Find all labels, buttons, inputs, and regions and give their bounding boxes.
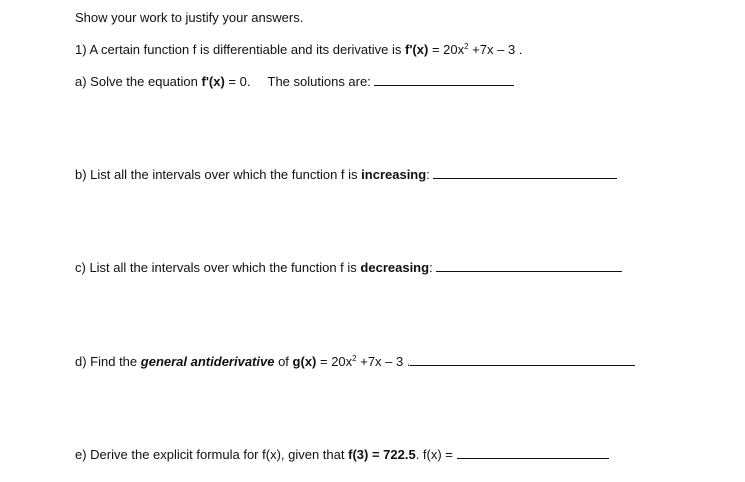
part-b-keyword: increasing: [361, 167, 427, 182]
part-a-derivative-label: f'(x): [201, 74, 225, 89]
part-a-text: a) Solve the equation: [75, 74, 198, 89]
part-c-colon: :: [429, 260, 433, 275]
derivative-rest: +7x – 3 .: [468, 42, 523, 57]
part-b-colon: :: [426, 167, 430, 182]
part-e-question: [75, 447, 609, 463]
part-b-question: [75, 167, 617, 183]
part-c-keyword: decreasing: [360, 260, 430, 275]
part-e-condition: f(3) = 722.5: [348, 447, 416, 462]
instruction-text: Show your work to justify your answers.: [75, 10, 304, 25]
problem-1-statement: [75, 42, 522, 58]
part-b-text: b) List all the intervals over which the function f is: [75, 167, 358, 182]
part-e-text: e) Derive the explicit formula for f(x), given that: [75, 447, 345, 462]
part-d-keyword: general antiderivative: [140, 354, 275, 369]
part-c-text: c) List all the intervals over which the function f is: [75, 260, 357, 275]
part-d-text: d) Find the: [75, 354, 138, 369]
derivative-equation: = 20x: [428, 42, 465, 57]
part-a-answer-blank[interactable]: [374, 74, 514, 86]
part-e-answer-blank[interactable]: [457, 447, 609, 459]
g-function-rest: +7x – 3 .: [356, 354, 411, 369]
g-function-exponent: 2: [352, 354, 357, 363]
g-function-label: g(x): [292, 354, 317, 369]
g-function-equation: = 20x: [316, 354, 353, 369]
part-a-tail: The solutions are:: [267, 74, 371, 89]
part-d-question: [75, 354, 635, 370]
part-a-question: [75, 74, 514, 90]
derivative-label: f'(x): [405, 42, 429, 57]
part-d-answer-blank[interactable]: [410, 354, 635, 366]
part-e-tail: . f(x) =: [415, 447, 453, 462]
part-d-of: of: [278, 354, 289, 369]
part-c-question: [75, 260, 622, 276]
part-b-answer-blank[interactable]: [433, 167, 617, 179]
part-c-answer-blank[interactable]: [436, 260, 622, 272]
problem-1-intro: 1) A certain function f is differentiable and its derivative is: [75, 42, 402, 57]
derivative-exponent: 2: [464, 42, 469, 51]
part-a-equation: = 0.: [224, 74, 251, 89]
instruction-line: [75, 10, 303, 26]
